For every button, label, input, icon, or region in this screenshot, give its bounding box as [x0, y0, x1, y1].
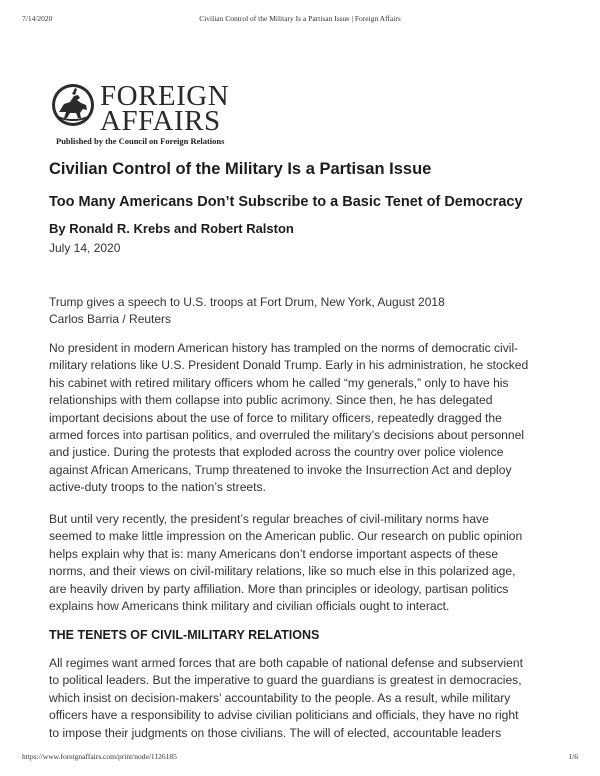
- text-line: his cabinet with retired military officers whom he called “my generals,” only to have his: [49, 375, 509, 390]
- text-line: seemed to make little impression on the American public. Our research on public opinion: [49, 529, 523, 544]
- text-line: against African Americans, Trump threatened to invoke the Insurrection Act and deploy: [49, 462, 512, 477]
- text-line: helps explain why that is: many Americans don’t endorse important aspects of these: [49, 546, 499, 561]
- text-line: relationships with them collapse into public acrimony. Since then, he has delegated: [49, 393, 493, 408]
- caption-credit: Carlos Barria / Reuters: [49, 312, 172, 326]
- text-line: important decisions about the use of force to military officers, repeatedly dragged the: [49, 410, 502, 425]
- article-byline: By Ronald R. Krebs and Robert Ralston: [49, 221, 294, 236]
- text-line: military relations like U.S. President Donald Trump. Early in his administration, he stocked: [49, 358, 529, 373]
- body-paragraph-3: [49, 655, 555, 742]
- text-line: which insist on decision-makers’ accountability to the people. As a result, while military: [49, 690, 511, 705]
- article-subtitle: Too Many Americans Don’t Subscribe to a Basic Tenet of Democracy: [49, 194, 523, 210]
- print-url: https://www.foreignaffairs.com/print/node/1126185: [22, 752, 177, 761]
- text-line: to political leaders. But the imperative to guard the guardians is greatest in democracies,: [49, 673, 522, 688]
- masthead-tagline: Published by the Council on Foreign Relations: [56, 136, 225, 146]
- foreign-affairs-logo[interactable]: [50, 82, 300, 144]
- text-line: explains how Americans think military and civilian officials ought to interact.: [49, 599, 450, 614]
- body-paragraph-1: [49, 340, 555, 497]
- section-heading: THE TENETS OF CIVIL-MILITARY RELATIONS: [49, 628, 320, 642]
- logo-word-affairs: AFFAIRS: [100, 105, 221, 137]
- text-line: All regimes want armed forces that are both capable of national defense and subservient: [49, 656, 523, 670]
- print-page-title: Civilian Control of the Military Is a Partisan Issue | Foreign Affairs: [199, 14, 401, 23]
- print-date: 7/14/2020: [22, 14, 53, 23]
- article-title: Civilian Control of the Military Is a Partisan Issue: [49, 160, 432, 178]
- page-number: 1/6: [568, 752, 578, 761]
- print-header: [0, 14, 600, 26]
- horseman-emblem-icon: [50, 82, 96, 128]
- text-line: norms, and their views on civil-military relations, like so much else in this polarized age,: [49, 564, 516, 579]
- caption-text: Trump gives a speech to U.S. troops at Fort Drum, New York, August 2018: [49, 295, 445, 309]
- text-line: to impose their judgments on those civilians. The will of elected, accountable leaders: [49, 725, 502, 740]
- article-date: July 14, 2020: [49, 241, 121, 255]
- text-line: armed forces into partisan politics, and overruled the military’s decisions about personnel: [49, 428, 525, 443]
- text-line: No president in modern American history has trampled on the norms of democratic civil-: [49, 341, 519, 355]
- logo-word-foreign: FOREIGN: [100, 80, 230, 112]
- text-line: and justice. During the protests that exploded across the country over police violence: [49, 445, 504, 460]
- text-line: active-duty troops to the nation’s streets.: [49, 480, 266, 495]
- body-paragraph-2: [49, 511, 555, 615]
- image-caption: [49, 294, 445, 328]
- text-line: officers have a responsibility to advise civilian politicians and officials, they have no right: [49, 708, 519, 723]
- text-line: are heavily driven by party affiliation. More than principles or ideology, partisan politics: [49, 581, 509, 596]
- text-line: But until very recently, the president’s regular breaches of civil-military norms have: [49, 512, 489, 526]
- print-footer: [0, 752, 600, 764]
